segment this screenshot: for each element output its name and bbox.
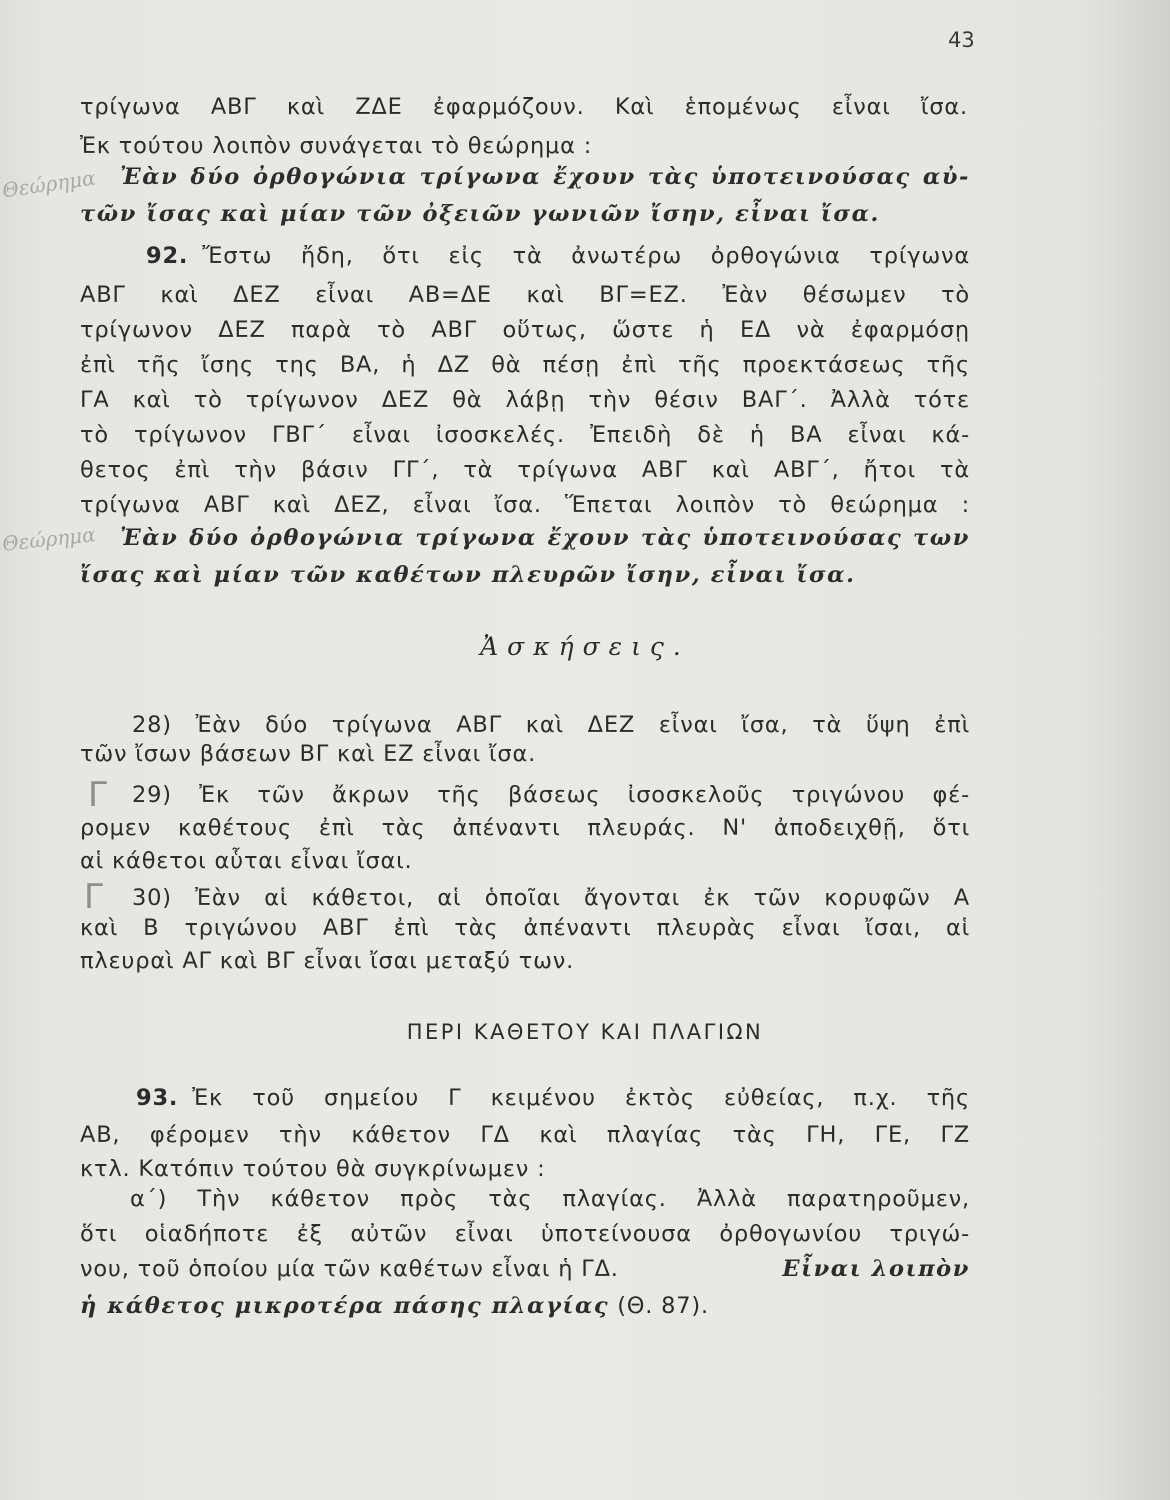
theorem-line: ἴσας καὶ μίαν τῶν καθέτων πλευρῶν ἴσην, εἶναι ἴσα. xyxy=(80,562,856,588)
emphasis-text: Εἶναι λοιπὸν xyxy=(782,1256,970,1282)
exercise-29-line: αἱ κάθετοι αὗται εἶναι ἴσαι. xyxy=(80,848,413,874)
section-heading: ΠΕΡΙ ΚΑΘΕΤΟΥ ΚΑΙ ΠΛΑΓΙΩΝ xyxy=(406,1020,764,1044)
exercise-29-line: 29) Ἐκ τῶν ἄκρων τῆς βάσεως ἰσοσκελοῦς τριγώνου φέ- xyxy=(132,782,970,808)
margin-note-theorem-1: Θεώρημα xyxy=(0,165,97,203)
text-line: (Θ. 87). xyxy=(617,1293,709,1319)
text-line: τρίγωνα ΑΒΓ καὶ ΔΕΖ, εἶναι ἴσα. Ἕπεται λοιπὸν τὸ θεώρημα : xyxy=(80,492,970,518)
margin-note-theorem-2: Θεώρημα xyxy=(1,522,97,556)
text-line: ΑΒ, φέρομεν τὴν κάθετον ΓΔ καὶ πλαγίας τὰς ΓΗ, ΓΕ, ΓΖ xyxy=(80,1122,970,1148)
section-number: 92. xyxy=(146,243,189,269)
text-line: Ἔστω ἤδη, ὅτι εἰς τὰ ἀνωτέρω ὀρθογώνια τρίγωνα xyxy=(202,243,970,269)
text-line: Ἐκ τούτου λοιπὸν συνάγεται τὸ θεώρημα : xyxy=(80,133,593,159)
exercise-30-line: καὶ Β τριγώνου ΑΒΓ ἐπὶ τὰς ἀπέναντι πλευρὰς εἶναι ἴσαι, αἱ xyxy=(80,915,970,941)
section-number: 93. xyxy=(136,1085,179,1111)
exercise-28-line: 28) Ἐὰν δύο τρίγωνα ΑΒΓ καὶ ΔΕΖ εἶναι ἴσα, τὰ ὕψη ἐπὶ xyxy=(132,712,970,738)
text-line: τὸ τρίγωνον ΓΒΓ΄ εἶναι ἰσοσκελές. Ἐπειδὴ δὲ ἡ ΒΑ εἶναι κά- xyxy=(80,422,970,448)
exercise-29-line: ρομεν καθέτους ἐπὶ τὰς ἀπέναντι πλευράς. Ν' ἀποδειχθῇ, ὅτι xyxy=(80,815,970,841)
emphasis-text: ἡ κάθετος μικροτέρα πάσης πλαγίας xyxy=(80,1293,610,1319)
text-line: κτλ. Κατόπιν τούτου θὰ συγκρίνωμεν : xyxy=(80,1156,546,1182)
section-93-first-line xyxy=(136,1085,970,1111)
pencil-mark-29: Γ xyxy=(88,775,107,815)
text-line: α΄) Τὴν κάθετον πρὸς τὰς πλαγίας. Ἀλλὰ παρατηροῦμεν, xyxy=(130,1186,970,1212)
exercise-28-line: τῶν ἴσων βάσεων ΒΓ καὶ ΕΖ εἶναι ἴσα. xyxy=(80,741,537,767)
section-92-first-line xyxy=(146,243,970,269)
pencil-mark-30: Γ xyxy=(84,877,103,917)
text-line-mixed xyxy=(80,1256,970,1282)
theorem-line: Ἐὰν δύο ὀρθογώνια τρίγωνα ἔχουν τὰς ὑποτεινούσας αὐ- xyxy=(120,164,970,190)
text-line: Ἐκ τοῦ σημείου Γ κειμένου ἐκτὸς εὐθείας, π.χ. τῆς xyxy=(192,1085,970,1111)
exercise-30-line: 30) Ἐὰν αἱ κάθετοι, αἱ ὁποῖαι ἄγονται ἐκ τῶν κορυφῶν Α xyxy=(132,885,970,911)
text-line: ὅτι οἱαδήποτε ἐξ αὐτῶν εἶναι ὑποτείνουσα ὀρθογωνίου τριγώ- xyxy=(80,1221,970,1247)
theorem-line: τῶν ἴσας καὶ μίαν τῶν ὀξειῶν γωνιῶν ἴσην, εἶναι ἴσα. xyxy=(80,201,880,227)
text-line: ΑΒΓ καὶ ΔΕΖ εἶναι ΑΒ=ΔΕ καὶ ΒΓ=ΕΖ. Ἐὰν θέσωμεν τὸ xyxy=(80,282,970,308)
exercise-30-line: πλευραὶ ΑΓ καὶ ΒΓ εἶναι ἴσαι μεταξύ των. xyxy=(80,948,575,974)
text-line: θετος ἐπὶ τὴν βάσιν ΓΓ΄, τὰ τρίγωνα ΑΒΓ καὶ ΑΒΓ΄, ἤτοι τὰ xyxy=(80,457,970,483)
page-number: 43 xyxy=(948,28,975,52)
exercises-heading: Ἀσκήσεις. xyxy=(480,632,690,661)
text-line: ἐπὶ τῆς ἴσης της ΒΑ, ἡ ΔΖ θὰ πέσῃ ἐπὶ τῆς προεκτάσεως τῆς xyxy=(80,352,970,378)
text-line: νου, τοῦ ὁποίου μία τῶν καθέτων εἶναι ἡ ΓΔ. xyxy=(80,1256,619,1282)
text-line: τρίγωνον ΔΕΖ παρὰ τὸ ΑΒΓ οὕτως, ὥστε ἡ ΕΔ νὰ ἐφαρμόσῃ xyxy=(80,317,970,343)
text-line: τρίγωνα ΑΒΓ καὶ ΖΔΕ ἐφαρμόζουν. Καὶ ἑπομένως εἶναι ἴσα. xyxy=(80,94,968,120)
text-line-mixed xyxy=(80,1293,709,1319)
text-line: ΓΑ καὶ τὸ τρίγωνον ΔΕΖ θὰ λάβῃ τὴν θέσιν ΒΑΓ΄. Ἀλλὰ τότε xyxy=(80,387,970,413)
theorem-line: Ἐὰν δύο ὀρθογώνια τρίγωνα ἔχουν τὰς ὑποτεινούσας των xyxy=(120,525,970,551)
